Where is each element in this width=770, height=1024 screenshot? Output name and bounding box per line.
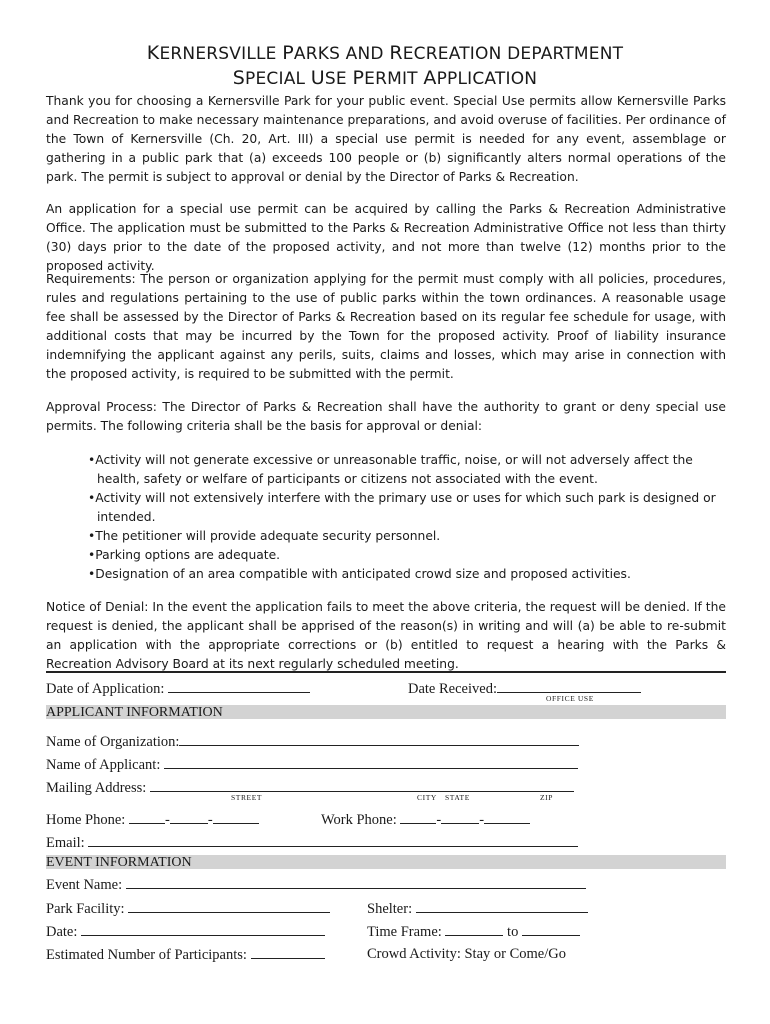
office-use-caption: OFFICE USE — [546, 694, 594, 703]
applicant-section-title: APPLICANT INFORMATION — [46, 705, 223, 720]
city-caption: CITY — [417, 793, 437, 802]
criteria-item: •Activity will not generate excessive or unreasonable traffic, noise, or will not adversely affect the health, safety or welfare of participants or citizens not associated with the event. — [88, 453, 693, 486]
work-phone-prefix-line[interactable] — [441, 810, 479, 824]
crowd-activity-label: Crowd Activity: Stay or Come/Go — [367, 946, 566, 962]
park-facility-field[interactable] — [46, 899, 330, 918]
park-facility-line[interactable] — [128, 899, 330, 913]
street-caption: STREET — [231, 793, 263, 802]
date-label: Date: — [46, 924, 78, 940]
home-phone-number-line[interactable] — [213, 810, 259, 824]
approval-process-paragraph: Approval Process: The Director of Parks & Recreation shall have the authority to grant or deny special use permits. The following criteria shall be the basis for approval or denial: — [46, 400, 726, 433]
home-phone-area-line[interactable] — [129, 810, 165, 824]
organization-field[interactable] — [46, 732, 579, 751]
work-phone-area-line[interactable] — [400, 810, 436, 824]
state-caption: STATE — [445, 793, 470, 802]
email-label: Email: — [46, 835, 85, 851]
shelter-field[interactable] — [367, 899, 588, 918]
event-name-line[interactable] — [126, 875, 586, 889]
home-phone-prefix-line[interactable] — [170, 810, 208, 824]
time-frame-field[interactable] — [367, 922, 580, 941]
criteria-item: •Parking options are adequate. — [88, 548, 281, 562]
participants-line[interactable] — [251, 945, 325, 959]
work-phone-label: Work Phone: — [321, 812, 397, 828]
shelter-label: Shelter: — [367, 901, 413, 917]
time-frame-to-label: to — [507, 924, 519, 940]
zip-caption: ZIP — [540, 793, 554, 802]
criteria-list — [88, 451, 718, 584]
applicant-name-label: Name of Applicant: — [46, 757, 161, 773]
requirements-paragraph: Requirements: The person or organization applying for the permit must comply with all policies, procedures, rules and regulations pertaining to the use of public parks within the town ordinances. A reasonable usage fee shall be assessed by the Director of Parks & Recreation based on its regular fee schedule for usage, with additional costs that may be incurred by the Town for the proposed activity. Proof of liability insurance indemnifying the applicant against any perils, suits, claims and losses, which may arise in connection with the proposed activity, is required to be submitted with the permit. — [46, 272, 726, 381]
form-title-line2: SPECIAL USE PERMIT APPLICATION — [232, 67, 538, 89]
section-divider — [46, 671, 726, 673]
date-of-application-label: Date of Application: — [46, 681, 165, 697]
home-phone-field[interactable]: Home Phone: - - — [46, 810, 259, 829]
criteria-item: •The petitioner will provide adequate security personnel. — [88, 529, 441, 543]
date-line[interactable] — [81, 922, 325, 936]
date-field[interactable] — [46, 922, 325, 941]
organization-label: Name of Organization: — [46, 734, 180, 750]
event-name-field[interactable] — [46, 875, 586, 894]
criteria-item: •Activity will not extensively interfere with the primary use or uses for which such park is designed or intended. — [88, 491, 716, 524]
time-frame-start-line[interactable] — [445, 922, 503, 936]
mailing-address-line[interactable] — [150, 778, 574, 792]
applicant-name-field[interactable] — [46, 755, 578, 774]
email-line[interactable] — [88, 833, 578, 847]
form-title-line1: KERNERSVILLE PARKS AND RECREATION DEPARTMENT — [146, 42, 624, 64]
date-received-field[interactable] — [408, 679, 641, 698]
intro-paragraph: Thank you for choosing a Kernersville Park for your public event. Special Use permits allow Kernersville Parks and Recreation to make necessary maintenance preparations, and avoid overuse of facilities. Per ordinance of the Town of Kernersville (Ch. 20, Art. III) a special use permit is needed for any event, assemblage or gathering in a public park that (a) exceeds 100 people or (b) significantly alters normal operations of the park. The permit is subject to approval or denial by the Director of Parks & Recreation. — [46, 94, 726, 184]
email-field[interactable] — [46, 833, 578, 852]
time-frame-label: Time Frame: — [367, 924, 442, 940]
organization-line[interactable] — [179, 732, 579, 746]
application-paragraph: An application for a special use permit can be acquired by calling the Parks & Recreation Administrative Office. The application must be submitted to the Parks & Recreation Administrative Office not less than thirty (30) days prior to the date of the proposed activity, and not more than twelve (12) months prior to the proposed activity. — [46, 202, 726, 273]
applicant-name-line[interactable] — [164, 755, 578, 769]
event-section-title: EVENT INFORMATION — [46, 855, 192, 870]
time-frame-end-line[interactable] — [522, 922, 580, 936]
event-name-label: Event Name: — [46, 877, 123, 893]
participants-label: Estimated Number of Participants: — [46, 947, 247, 963]
date-of-application-field[interactable] — [46, 679, 310, 698]
park-facility-label: Park Facility: — [46, 901, 125, 917]
notice-of-denial-paragraph: Notice of Denial: In the event the application fails to meet the above criteria, the request will be denied. If the request is denied, the applicant shall be apprised of the reason(s) in writing and will (a) be able to re-submit an application with the appropriate corrections or (b) entitled to request a hearing with the Parks & Recreation Advisory Board at its next regularly scheduled meeting. — [46, 600, 726, 671]
event-section-header — [46, 855, 726, 869]
work-phone-number-line[interactable] — [484, 810, 530, 824]
mailing-address-label: Mailing Address: — [46, 780, 147, 796]
shelter-line[interactable] — [416, 899, 588, 913]
criteria-item: •Designation of an area compatible with anticipated crowd size and proposed activities. — [88, 567, 631, 581]
date-received-label: Date Received: — [408, 681, 497, 697]
date-received-line[interactable] — [497, 679, 641, 693]
work-phone-field[interactable]: Work Phone: - - — [321, 810, 530, 829]
applicant-section-header — [46, 705, 726, 719]
date-of-application-line[interactable] — [168, 679, 310, 693]
home-phone-label: Home Phone: — [46, 812, 126, 828]
crowd-activity-field[interactable] — [367, 945, 566, 963]
participants-field[interactable] — [46, 945, 325, 964]
mailing-address-field[interactable] — [46, 778, 574, 797]
